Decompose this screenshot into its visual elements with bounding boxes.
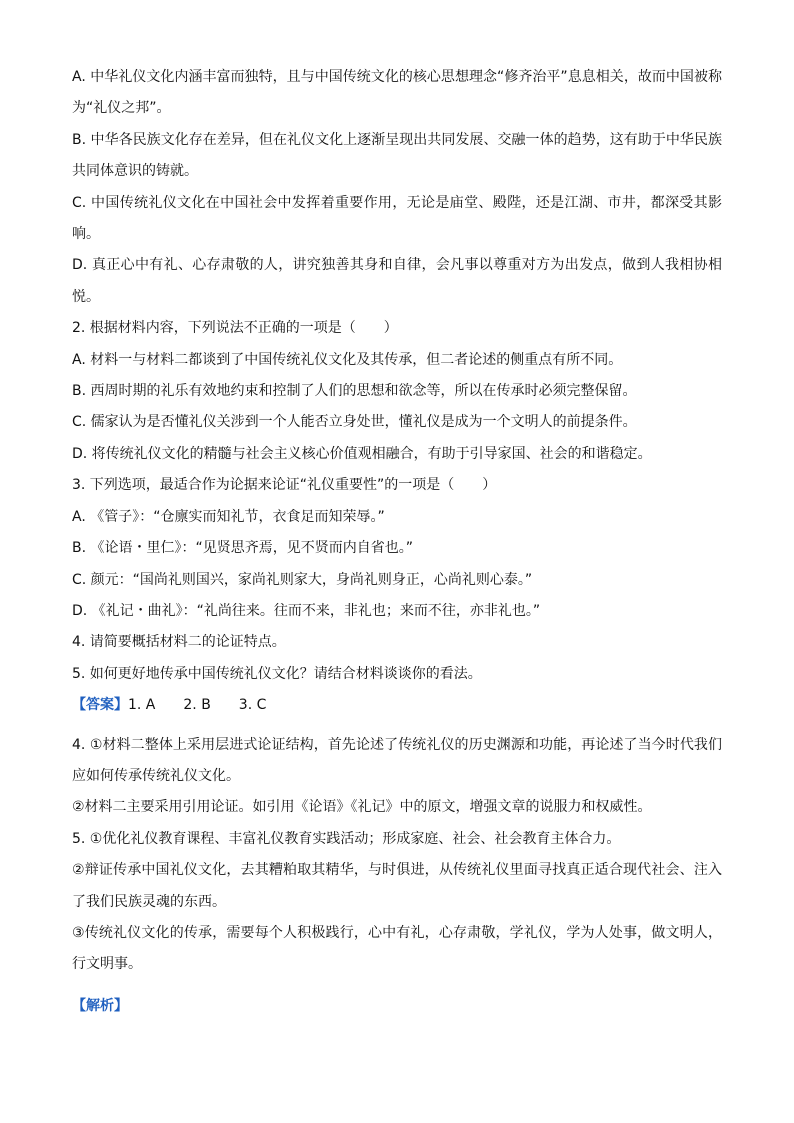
answer-line	[72, 690, 722, 721]
q3-stem: 3. 下列选项，最适合作为论据来论证“礼仪重要性”的一项是（ ）	[72, 477, 497, 494]
answer4-part2: ②材料二主要采用引用论证。如引用《论语》《礼记》中的原文，增强文章的说服力和权威性。	[72, 799, 652, 816]
q1-option-c: C. 中国传统礼仪文化在中国社会中发挥着重要作用，无论是庙堂、殿陛，还是江湖、市井，都深受其影响。	[72, 194, 722, 243]
q3-option-c: C. 颜元：“国尚礼则国兴，家尚礼则家大，身尚礼则身正，心尚礼则心泰。”	[72, 571, 533, 588]
answer4-part1: 4. ①材料二整体上采用层进式论证结构，首先论述了传统礼仪的历史渊源和功能，再论述了当今时代我们应如何传承传统礼仪文化。	[72, 736, 722, 784]
answer-choices: 1. A 2. B 3. C	[128, 697, 267, 714]
q4-stem: 4. 请简要概括材料二的论证特点。	[72, 634, 286, 651]
q1-option-b: B. 中华各民族文化存在差异，但在礼仪文化上逐渐呈现出共同发展、交融一体的趋势，这有助于中华民族共同体意识的铸就。	[72, 131, 722, 180]
q3-option-a: A. 《管子》：“仓廪实而知礼节，衣食足而知荣辱。”	[72, 508, 385, 525]
q2-option-c: C. 儒家认为是否懂礼仪关涉到一个人能否立身处世，懂礼仪是成为一个文明人的前提条件。	[72, 414, 637, 431]
q3-option-b: B. 《论语・里仁》：“见贤思齐焉，见不贤而内自省也。”	[72, 540, 414, 557]
q1-option-a: A. 中华礼仪文化内涵丰富而独特，且与中国传统文化的核心思想理念“修齐治平”息息相关，故而中国被称为“礼仪之邦”。	[72, 69, 722, 117]
answer5-part2: ②辩证传承中国礼仪文化，去其糟粕取其精华，与时俱进，从传统礼仪里面寻找真正适合现代社会、注入了我们民族灵魂的东西。	[72, 862, 722, 910]
q2-option-d: D. 将传统礼仪文化的精髓与社会主义核心价值观相融合，有助于引导家国、社会的和谐稳定。	[72, 445, 652, 462]
q5-stem: 5. 如何更好地传承中国传统礼仪文化？请结合材料谈谈你的看法。	[72, 665, 482, 682]
answer-tag: 【答案】	[72, 697, 128, 714]
document-page	[72, 62, 722, 1036]
analysis-heading	[72, 991, 722, 1022]
answer5-part1: 5. ①优化礼仪教育课程、丰富礼仪教育实践活动；形成家庭、社会、社会教育主体合力。	[72, 830, 621, 847]
q2-stem: 2. 根据材料内容，下列说法不正确的一项是（ ）	[72, 320, 398, 337]
q2-option-b: B. 西周时期的礼乐有效地约束和控制了人们的思想和欲念等，所以在传承时必须完整保留。	[72, 383, 637, 400]
q3-option-d: D. 《礼记・曲礼》：“礼尚往来。往而不来，非礼也；来而不往，亦非礼也。”	[72, 602, 541, 619]
q1-option-d: D. 真正心中有礼、心存肃敬的人，讲究独善其身和自律，会凡事以尊重对方为出发点，做到人我相协相悦。	[72, 257, 722, 305]
analysis-tag: 【解析】	[72, 997, 128, 1014]
answer5-part3: ③传统礼仪文化的传承，需要每个人积极践行，心中有礼，心存肃敬，学礼仪，学为人处事，做文明人，行文明事。	[72, 924, 722, 973]
q2-option-a: A. 材料一与材料二都谈到了中国传统礼仪文化及其传承，但二者论述的侧重点有所不同。	[72, 351, 623, 368]
